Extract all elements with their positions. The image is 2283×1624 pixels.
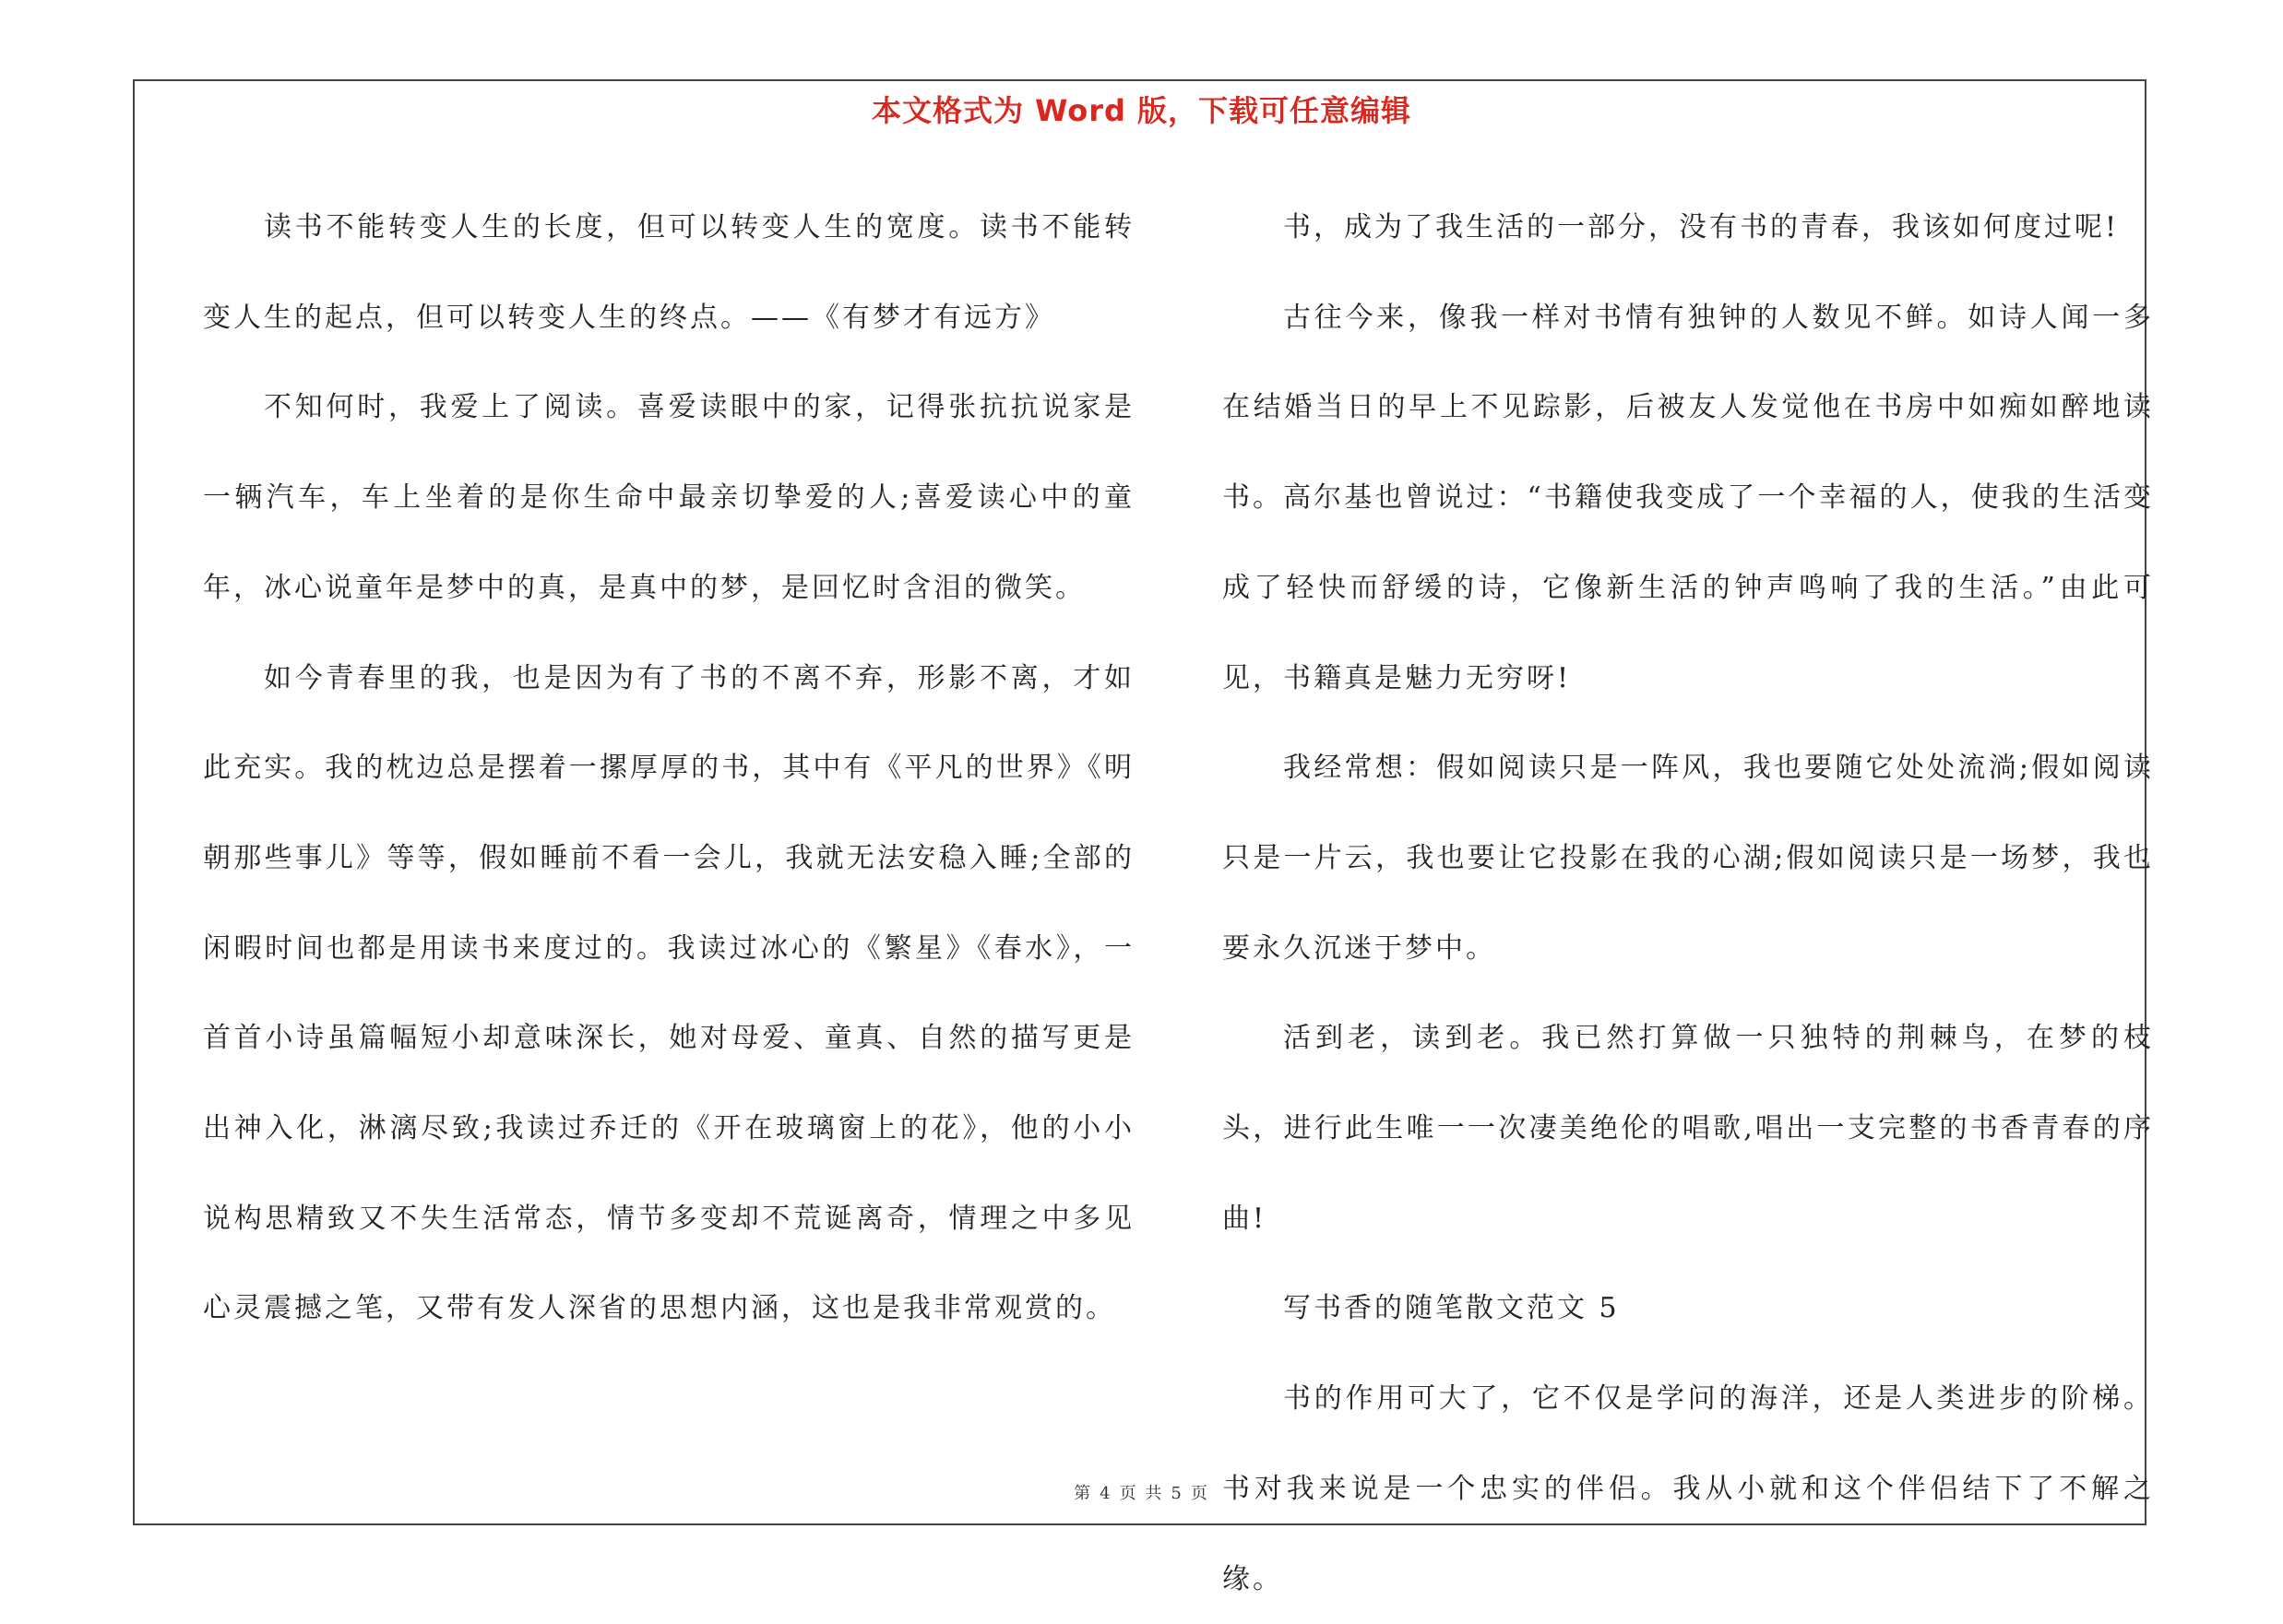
footer-prefix: 第 xyxy=(1074,1484,1093,1503)
paragraph: 书的作用可大了，它不仅是学问的海洋，还是人类进步的阶梯。书对我来说是一个忠实的伴侣。我从小就和这个伴侣结下了不解之缘。 xyxy=(1222,1382,2154,1595)
paragraph: 不知何时，我爱上了阅读。喜爱读眼中的家，记得张抗抗说家是一辆汽车，车上坐着的是你生命中最亲切挚爱的人;喜爱读心中的童年，冰心说童年是梦中的真，是真中的梦，是回忆时含泪的微笑。 xyxy=(203,391,1135,604)
footer-middle: 页 共 xyxy=(1119,1484,1164,1503)
paragraph: 如今青春里的我，也是因为有了书的不离不弃，形影不离，才如此充实。我的枕边总是摆着一摞厚厚的书，其中有《平凡的世界》《明朝那些事儿》等等，假如睡前不看一会儿，我就无法安稳入睡;全部的闲暇时间也都是用读书来度过的。我读过冰心的《繁星》《春水》，一首首小诗虽篇幅短小却意味深长，她对母爱、童真、自然的描写更是出神入化，淋漓尽致;我读过乔迁的《开在玻璃窗上的花》，他的小小说构思精致又不失生活常态，情节多变却不荒诞离奇，情理之中多见心灵震撼之笔，又带有发人深省的思想内涵，这也是我非常观赏的。 xyxy=(203,661,1135,1325)
section-heading: 写书香的随笔散文范文 5 xyxy=(1283,1292,1620,1325)
paragraph: 读书不能转变人生的长度，但可以转变人生的宽度。读书不能转变人生的起点，但可以转变人生的终点。——《有梦才有远方》 xyxy=(203,211,1135,334)
left-text-column xyxy=(203,183,1135,1354)
paragraph: 活到老，读到老。我已然打算做一只独特的荆棘鸟，在梦的枝头，进行此生唯一一次凄美绝伦的唱歌,唱出一支完整的书香青春的序曲! xyxy=(1222,1022,2154,1235)
paragraph: 古往今来，像我一样对书情有独钟的人数见不鲜。如诗人闻一多在结婚当日的早上不见踪影，后被友人发觉他在书房中如痴如醉地读书。高尔基也曾说过：“书籍使我变成了一个幸福的人，使我的生活变成了轻快而舒缓的诗，它像新生活的钟声鸣响了我的生活。”由此可见，书籍真是魅力无穷呀! xyxy=(1222,301,2154,694)
paragraph: 书，成为了我生活的一部分，没有书的青春，我该如何度过呢! xyxy=(1283,211,2120,243)
current-page-number: 4 xyxy=(1100,1484,1112,1503)
paragraph: 我经常想：假如阅读只是一阵风，我也要随它处处流淌;假如阅读只是一片云，我也要让它投影在我的心湖;假如阅读只是一场梦，我也要永久沉迷于梦中。 xyxy=(1222,752,2154,965)
total-page-count: 5 xyxy=(1171,1484,1183,1503)
right-text-column xyxy=(1222,183,2154,1624)
footer-suffix: 页 xyxy=(1190,1484,1209,1503)
page-number-footer xyxy=(0,1480,2283,1504)
format-notice-banner: 本文格式为 Word 版，下载可任意编辑 xyxy=(871,93,1412,128)
